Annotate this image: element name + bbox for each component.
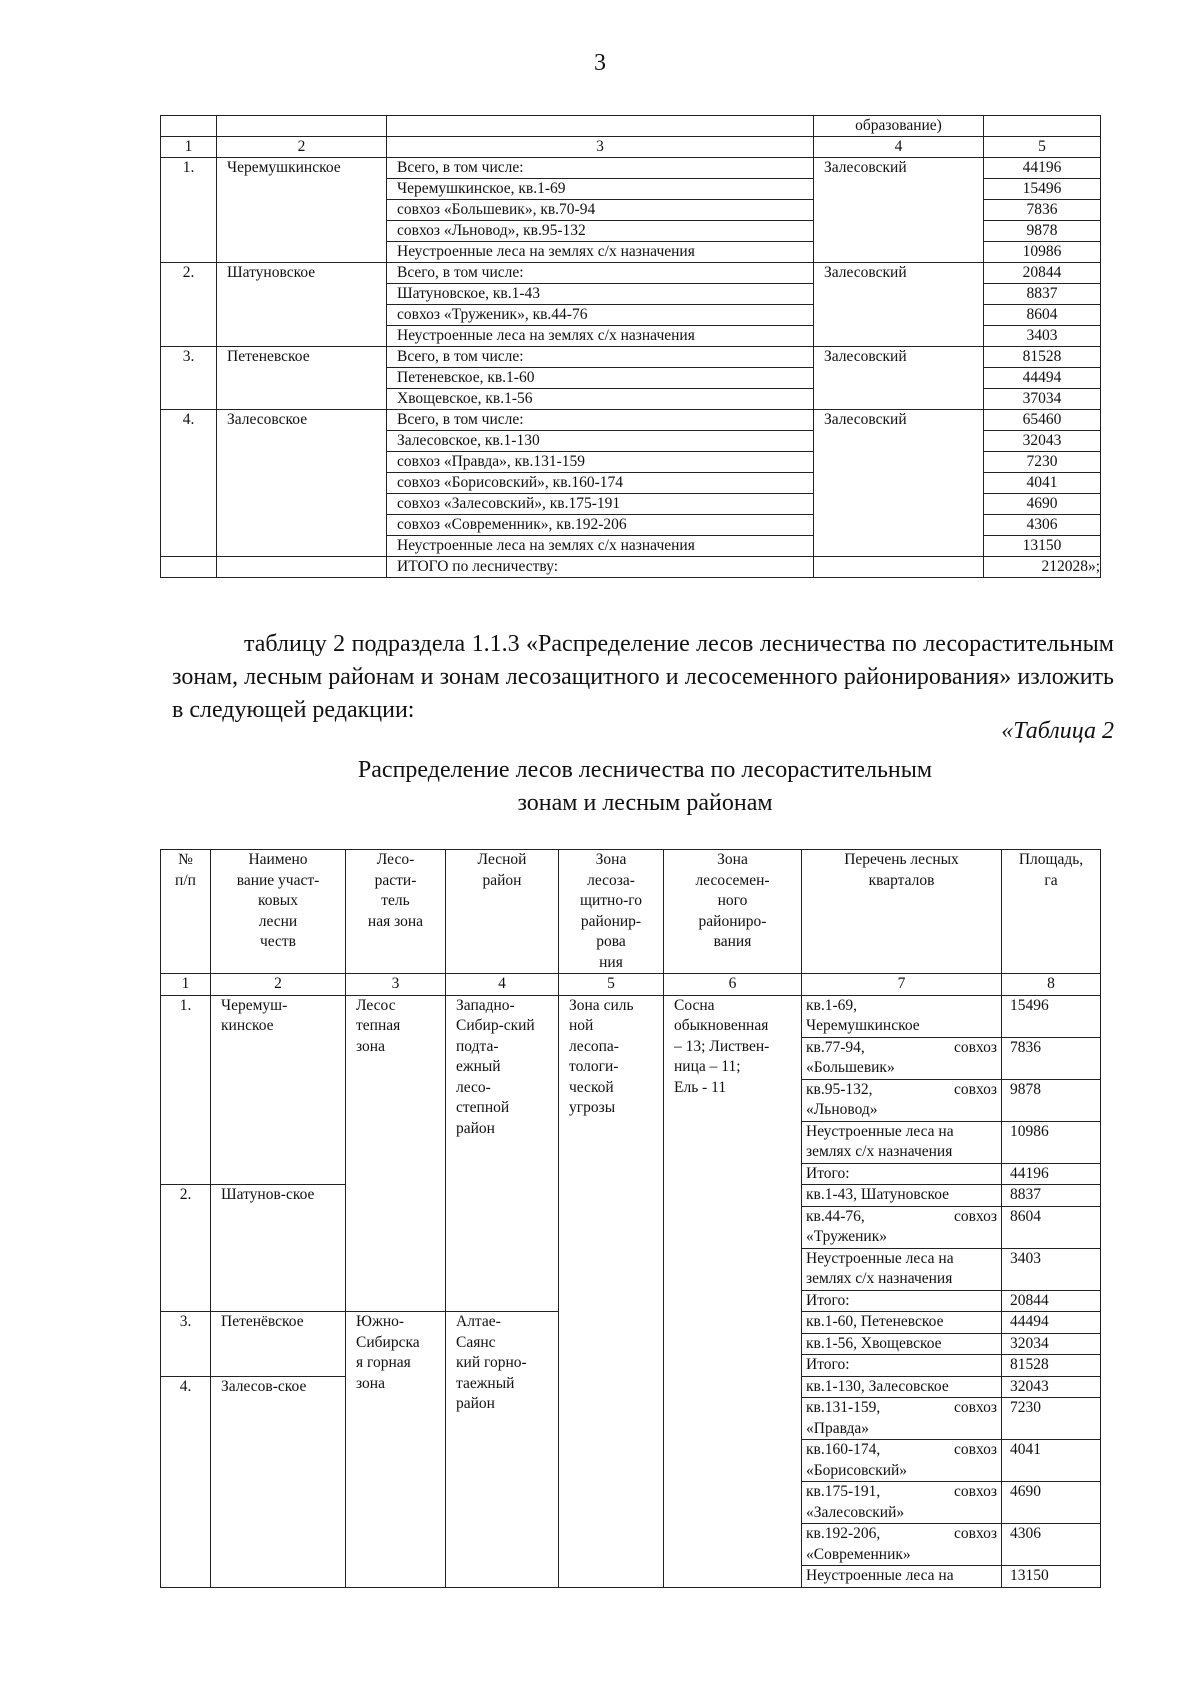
forestry-site-name: Петеневское (217, 347, 387, 410)
quarter-list (802, 1440, 1002, 1482)
subdivision: Неустроенные леса на землях с/х назначения (387, 242, 814, 263)
forest-distribution-table (160, 849, 1101, 1588)
total-label: ИТОГО по лесничеству: (387, 557, 814, 578)
area-value: 20844 (984, 263, 1101, 284)
area-value: 8837 (1002, 1185, 1101, 1207)
quarter-list (802, 1185, 1002, 1207)
continuation-header: образование) (814, 116, 984, 137)
table-row (161, 263, 1101, 284)
column-header (346, 850, 446, 974)
cell-line (806, 1080, 997, 1101)
area-value: 7230 (984, 452, 1101, 473)
table-cell (217, 116, 387, 137)
area-value: 44494 (1002, 1312, 1101, 1334)
cell-line: Зона (717, 851, 748, 868)
cell-line: Алтае- (456, 1313, 501, 1330)
page-number: 3 (594, 50, 606, 76)
cell-line: «Борисовский» (806, 1461, 908, 1479)
cell-line: землях с/х назначения (806, 1270, 953, 1287)
text: совхоз (954, 1080, 997, 1098)
total-row (161, 557, 1101, 578)
cell-line: Неустроенные леса на (806, 1122, 954, 1140)
column-number: 7 (802, 974, 1002, 996)
subdivision: Всего, в том числе: (387, 410, 814, 431)
row-number: 3. (161, 347, 217, 410)
quarter-list (802, 995, 1002, 1037)
cell-line: вание участ- (236, 871, 320, 889)
cell-line: № (178, 851, 193, 868)
cell-line: га (1044, 871, 1058, 889)
forestry-site-name: Черемушкинское (217, 158, 387, 263)
quarter-list (802, 1566, 1002, 1588)
cell-line: Лесо- (376, 851, 415, 868)
cell-line: тель (381, 892, 410, 909)
cell-line: ежный (456, 1058, 501, 1075)
forest-district (446, 995, 559, 1312)
table-cell (814, 557, 984, 578)
text: кв.192-206, (806, 1525, 881, 1542)
table-cell (984, 116, 1101, 137)
cell-line: кий горно- (456, 1354, 527, 1371)
cell-line: Черемушкинское (806, 1017, 920, 1034)
subdivision: Всего, в том числе: (387, 158, 814, 179)
cell-line: Наимено (248, 851, 308, 868)
cell-line: рова (596, 933, 626, 950)
cell-line: Лесной (477, 851, 527, 868)
cell-line: Итого: (806, 1356, 850, 1373)
area-value: 32043 (984, 431, 1101, 452)
table-row (161, 410, 1101, 431)
text: совхоз (954, 1525, 997, 1542)
area-value: 10986 (984, 242, 1101, 263)
subdivision: Неустроенные леса на землях с/х назначения (387, 536, 814, 557)
cell-line: расти- (374, 871, 417, 889)
quarter-list (802, 1398, 1002, 1440)
subdivision: Залесовское, кв.1-130 (387, 431, 814, 452)
cell-line: щитно-го (580, 892, 642, 909)
cell-line: – 13; Листвен- (674, 1037, 770, 1055)
quarter-list (802, 1312, 1002, 1334)
subdivision: совхоз «Труженик», кв.44-76 (387, 305, 814, 326)
subdivision: Шатуновское, кв.1-43 (387, 284, 814, 305)
quarter-list (802, 1333, 1002, 1355)
area-value: 65460 (984, 410, 1101, 431)
cell-line: район (456, 1119, 495, 1137)
quarter-list (802, 1290, 1002, 1312)
row-number: 4. (161, 1376, 211, 1587)
cell-line: «Труженик» (806, 1228, 887, 1245)
area-value: 10986 (1002, 1121, 1101, 1163)
area-value: 4041 (1002, 1440, 1101, 1482)
cell-line: тологи- (569, 1058, 619, 1075)
site-name (211, 1376, 346, 1587)
cell-line: Лесос (356, 996, 396, 1014)
area-value: 3403 (1002, 1248, 1101, 1290)
subdivision: Всего, в том числе: (387, 263, 814, 284)
quarter-list (802, 1206, 1002, 1248)
cell-line: ния (599, 953, 623, 971)
table-row (161, 347, 1101, 368)
text: кв.44-76, (806, 1207, 865, 1225)
cell-line: Черемуш- (221, 996, 288, 1014)
column-number: 4 (814, 137, 984, 158)
column-header (802, 850, 1002, 974)
area-value: 15496 (1002, 995, 1101, 1037)
area-value: 9878 (984, 221, 1101, 242)
cell-line: Залесов-ское (221, 1377, 307, 1395)
cell-line: зона (356, 1037, 385, 1055)
column-number-row (161, 974, 1101, 996)
area-value: 4306 (984, 515, 1101, 536)
total-value: 212028»; (984, 557, 1101, 578)
amendment-paragraph: таблицу 2 подраздела 1.1.3 «Распределение лесов лесничества по лесорастительным зонам, лесным районам и зонам лесозащитного и лесосеменного районирования» изложить в следующей редакции: (172, 631, 1114, 723)
cell-line: Саянс (456, 1333, 496, 1351)
cell-line: ница – 11; (674, 1058, 741, 1075)
forestry-areas-table (160, 115, 1101, 578)
area-value: 9878 (1002, 1079, 1101, 1121)
area-value: 15496 (984, 179, 1101, 200)
district: Залесовский (814, 158, 984, 263)
text: кв.131-159, (806, 1399, 881, 1416)
cell-line: кв.1-130, Залесовское (806, 1377, 949, 1395)
column-number: 5 (984, 137, 1101, 158)
area-value: 7836 (1002, 1037, 1101, 1079)
area-value: 37034 (984, 389, 1101, 410)
cell-line: «Залесовский» (806, 1503, 905, 1521)
cell-line: «Правда» (806, 1419, 870, 1437)
column-number: 1 (161, 974, 211, 996)
cell-line: Итого: (806, 1164, 850, 1182)
forestry-site-name: Шатуновское (217, 263, 387, 347)
site-name (211, 1185, 346, 1312)
row-number: 2. (161, 263, 217, 347)
heading-line: Распределение лесов лесничества по лесорастительным (357, 757, 933, 783)
cell-line: Итого: (806, 1291, 850, 1309)
cell-line (806, 1524, 997, 1545)
area-value: 13150 (1002, 1566, 1101, 1588)
cell-line: тепная (356, 1017, 401, 1034)
cell-line: ной (569, 1017, 594, 1034)
column-header (211, 850, 346, 974)
area-value: 8604 (984, 305, 1101, 326)
cell-line: лесопа- (569, 1037, 619, 1055)
column-number: 5 (559, 974, 664, 996)
cell-line: угрозы (569, 1099, 616, 1116)
cell-line: кв.1-56, Хвощевское (806, 1334, 942, 1352)
site-name (211, 995, 346, 1185)
cell-line: район (456, 1395, 495, 1412)
column-header (446, 850, 559, 974)
area-value: 44494 (984, 368, 1101, 389)
area-value: 32034 (1002, 1333, 1101, 1355)
cell-line: Перечень лесных (844, 851, 959, 868)
area-value: 8604 (1002, 1206, 1101, 1248)
quarter-list (802, 1121, 1002, 1163)
cell-line: ная зона (367, 912, 424, 930)
row-number: 4. (161, 410, 217, 557)
subdivision: совхоз «Борисовский», кв.160-174 (387, 473, 814, 494)
column-number: 2 (217, 137, 387, 158)
table-heading (0, 754, 1200, 820)
area-value: 4690 (984, 494, 1101, 515)
subdivision: Хвощевское, кв.1-56 (387, 389, 814, 410)
cell-line (806, 1038, 997, 1059)
area-value: 20844 (1002, 1290, 1101, 1312)
cell-line (806, 1440, 997, 1461)
cell-line (806, 1482, 997, 1503)
subdivision: совхоз «Залесовский», кв.175-191 (387, 494, 814, 515)
subdivision: Черемушкинское, кв.1-69 (387, 179, 814, 200)
cell-line: Петенёвское (221, 1313, 304, 1330)
cell-line: районир- (580, 912, 642, 930)
column-number: 1 (161, 137, 217, 158)
cell-line: ного (717, 892, 748, 909)
cell-line: подта- (456, 1037, 499, 1055)
cell-line: район (482, 871, 522, 889)
district: Залесовский (814, 410, 984, 557)
area-value: 4690 (1002, 1482, 1101, 1524)
table-cell (161, 557, 217, 578)
quarter-list (802, 1524, 1002, 1566)
cell-line: Неустроенные леса на (806, 1567, 954, 1584)
cell-line: Шатунов-ское (221, 1186, 315, 1203)
subdivision: Петеневское, кв.1-60 (387, 368, 814, 389)
row-number: 1. (161, 158, 217, 263)
protection-zone (559, 995, 664, 1587)
cell-line: таежный (456, 1374, 515, 1392)
cell-line: землях с/х назначения (806, 1143, 953, 1160)
cell-line: вания (713, 933, 752, 950)
text: кв.95-132, (806, 1080, 873, 1098)
cell-line: лесосемен- (695, 871, 770, 889)
cell-line: лесо- (456, 1078, 491, 1096)
header-row (161, 850, 1101, 974)
subdivision: совхоз «Льновод», кв.95-132 (387, 221, 814, 242)
text: совхоз (954, 1441, 997, 1458)
area-value: 81528 (1002, 1355, 1101, 1377)
row-number: 1. (161, 995, 211, 1185)
row-number: 3. (161, 1312, 211, 1377)
column-header (1002, 850, 1101, 974)
text: совхоз (954, 1483, 997, 1500)
cell-line: кв.1-60, Петеневское (806, 1313, 944, 1330)
cell-line (806, 1398, 997, 1419)
cell-line: Ель - 11 (674, 1078, 727, 1096)
row-number: 2. (161, 1185, 211, 1312)
subdivision: совхоз «Современник», кв.192-206 (387, 515, 814, 536)
column-number: 3 (387, 137, 814, 158)
text: кв.77-94, (806, 1038, 865, 1056)
cell-line: кв.1-43, Шатуновское (806, 1186, 950, 1203)
column-number-row (161, 137, 1101, 158)
vegetation-zone (346, 1312, 446, 1588)
cell-line: честв (259, 933, 297, 950)
table-cell (387, 116, 814, 137)
area-value: 4306 (1002, 1524, 1101, 1566)
cell-line: кв.1-69, (806, 996, 858, 1014)
column-header (161, 850, 211, 974)
column-number: 2 (211, 974, 346, 996)
text: совхоз (954, 1399, 997, 1416)
cell-line: Неустроенные леса на (806, 1249, 954, 1267)
vegetation-zone (346, 995, 446, 1312)
column-number: 6 (664, 974, 802, 996)
cell-line (806, 1207, 997, 1228)
column-number: 8 (1002, 974, 1101, 996)
cell-line: Площадь, (1018, 851, 1084, 868)
cell-line: «Большевик» (806, 1059, 895, 1076)
table-cell (161, 116, 217, 137)
cell-line: Зона (595, 851, 627, 868)
cell-line: лесоза- (587, 871, 635, 889)
quarter-list (802, 1079, 1002, 1121)
cell-line: Сибирска (356, 1333, 420, 1351)
cell-line: кварталов (868, 871, 935, 889)
cell-line: «Льновод» (806, 1101, 878, 1118)
cell-line: «Современник» (806, 1545, 911, 1563)
cell-line: ческой (569, 1078, 614, 1096)
forestry-site-name: Залесовское (217, 410, 387, 557)
area-value: 32043 (1002, 1376, 1101, 1398)
area-value: 7230 (1002, 1398, 1101, 1440)
column-number: 4 (446, 974, 559, 996)
subdivision: Неустроенные леса на землях с/х назначения (387, 326, 814, 347)
area-value: 4041 (984, 473, 1101, 494)
cell-line: Южно- (356, 1313, 405, 1330)
district: Залесовский (814, 347, 984, 410)
cell-line: ковых (258, 892, 298, 909)
cell-line: Зона силь (569, 996, 634, 1014)
area-value: 13150 (984, 536, 1101, 557)
quarter-list (802, 1163, 1002, 1185)
quarter-list (802, 1482, 1002, 1524)
seed-zone (664, 995, 802, 1587)
table-row (161, 158, 1101, 179)
table-cell (217, 557, 387, 578)
cell-line: обыкновенная (674, 1017, 769, 1034)
district: Залесовский (814, 263, 984, 347)
table-row (161, 995, 1101, 1037)
cell-line: п/п (175, 871, 196, 889)
text: кв.160-174, (806, 1441, 881, 1458)
forest-district (446, 1312, 559, 1588)
column-number: 3 (346, 974, 446, 996)
cell-line: лесни (258, 912, 298, 930)
subdivision: совхоз «Большевик», кв.70-94 (387, 200, 814, 221)
area-value: 44196 (1002, 1163, 1101, 1185)
quarter-list (802, 1037, 1002, 1079)
cell-line: я горная (356, 1354, 411, 1371)
subdivision: совхоз «Правда», кв.131-159 (387, 452, 814, 473)
heading-line: зонам и лесным районам (517, 790, 773, 816)
column-header (559, 850, 664, 974)
cell-line: зона (356, 1374, 385, 1392)
cell-line: кинское (221, 1017, 274, 1034)
text: кв.175-191, (806, 1483, 881, 1500)
area-value: 8837 (984, 284, 1101, 305)
table-row (161, 116, 1101, 137)
cell-line: Сибир-ский (456, 1017, 535, 1034)
cell-line: Сосна (674, 996, 715, 1014)
cell-line: Западно- (456, 996, 515, 1014)
cell-line: степной (456, 1099, 510, 1116)
site-name (211, 1312, 346, 1377)
text: совхоз (954, 1207, 997, 1225)
table-reference: «Таблица 2 (1001, 718, 1114, 744)
quarter-list (802, 1376, 1002, 1398)
subdivision: Всего, в том числе: (387, 347, 814, 368)
area-value: 44196 (984, 158, 1101, 179)
area-value: 81528 (984, 347, 1101, 368)
column-header (664, 850, 802, 974)
quarter-list (802, 1248, 1002, 1290)
area-value: 7836 (984, 200, 1101, 221)
quarter-list (802, 1355, 1002, 1377)
text: совхоз (954, 1038, 997, 1056)
cell-line: райониро- (698, 912, 767, 930)
area-value: 3403 (984, 326, 1101, 347)
